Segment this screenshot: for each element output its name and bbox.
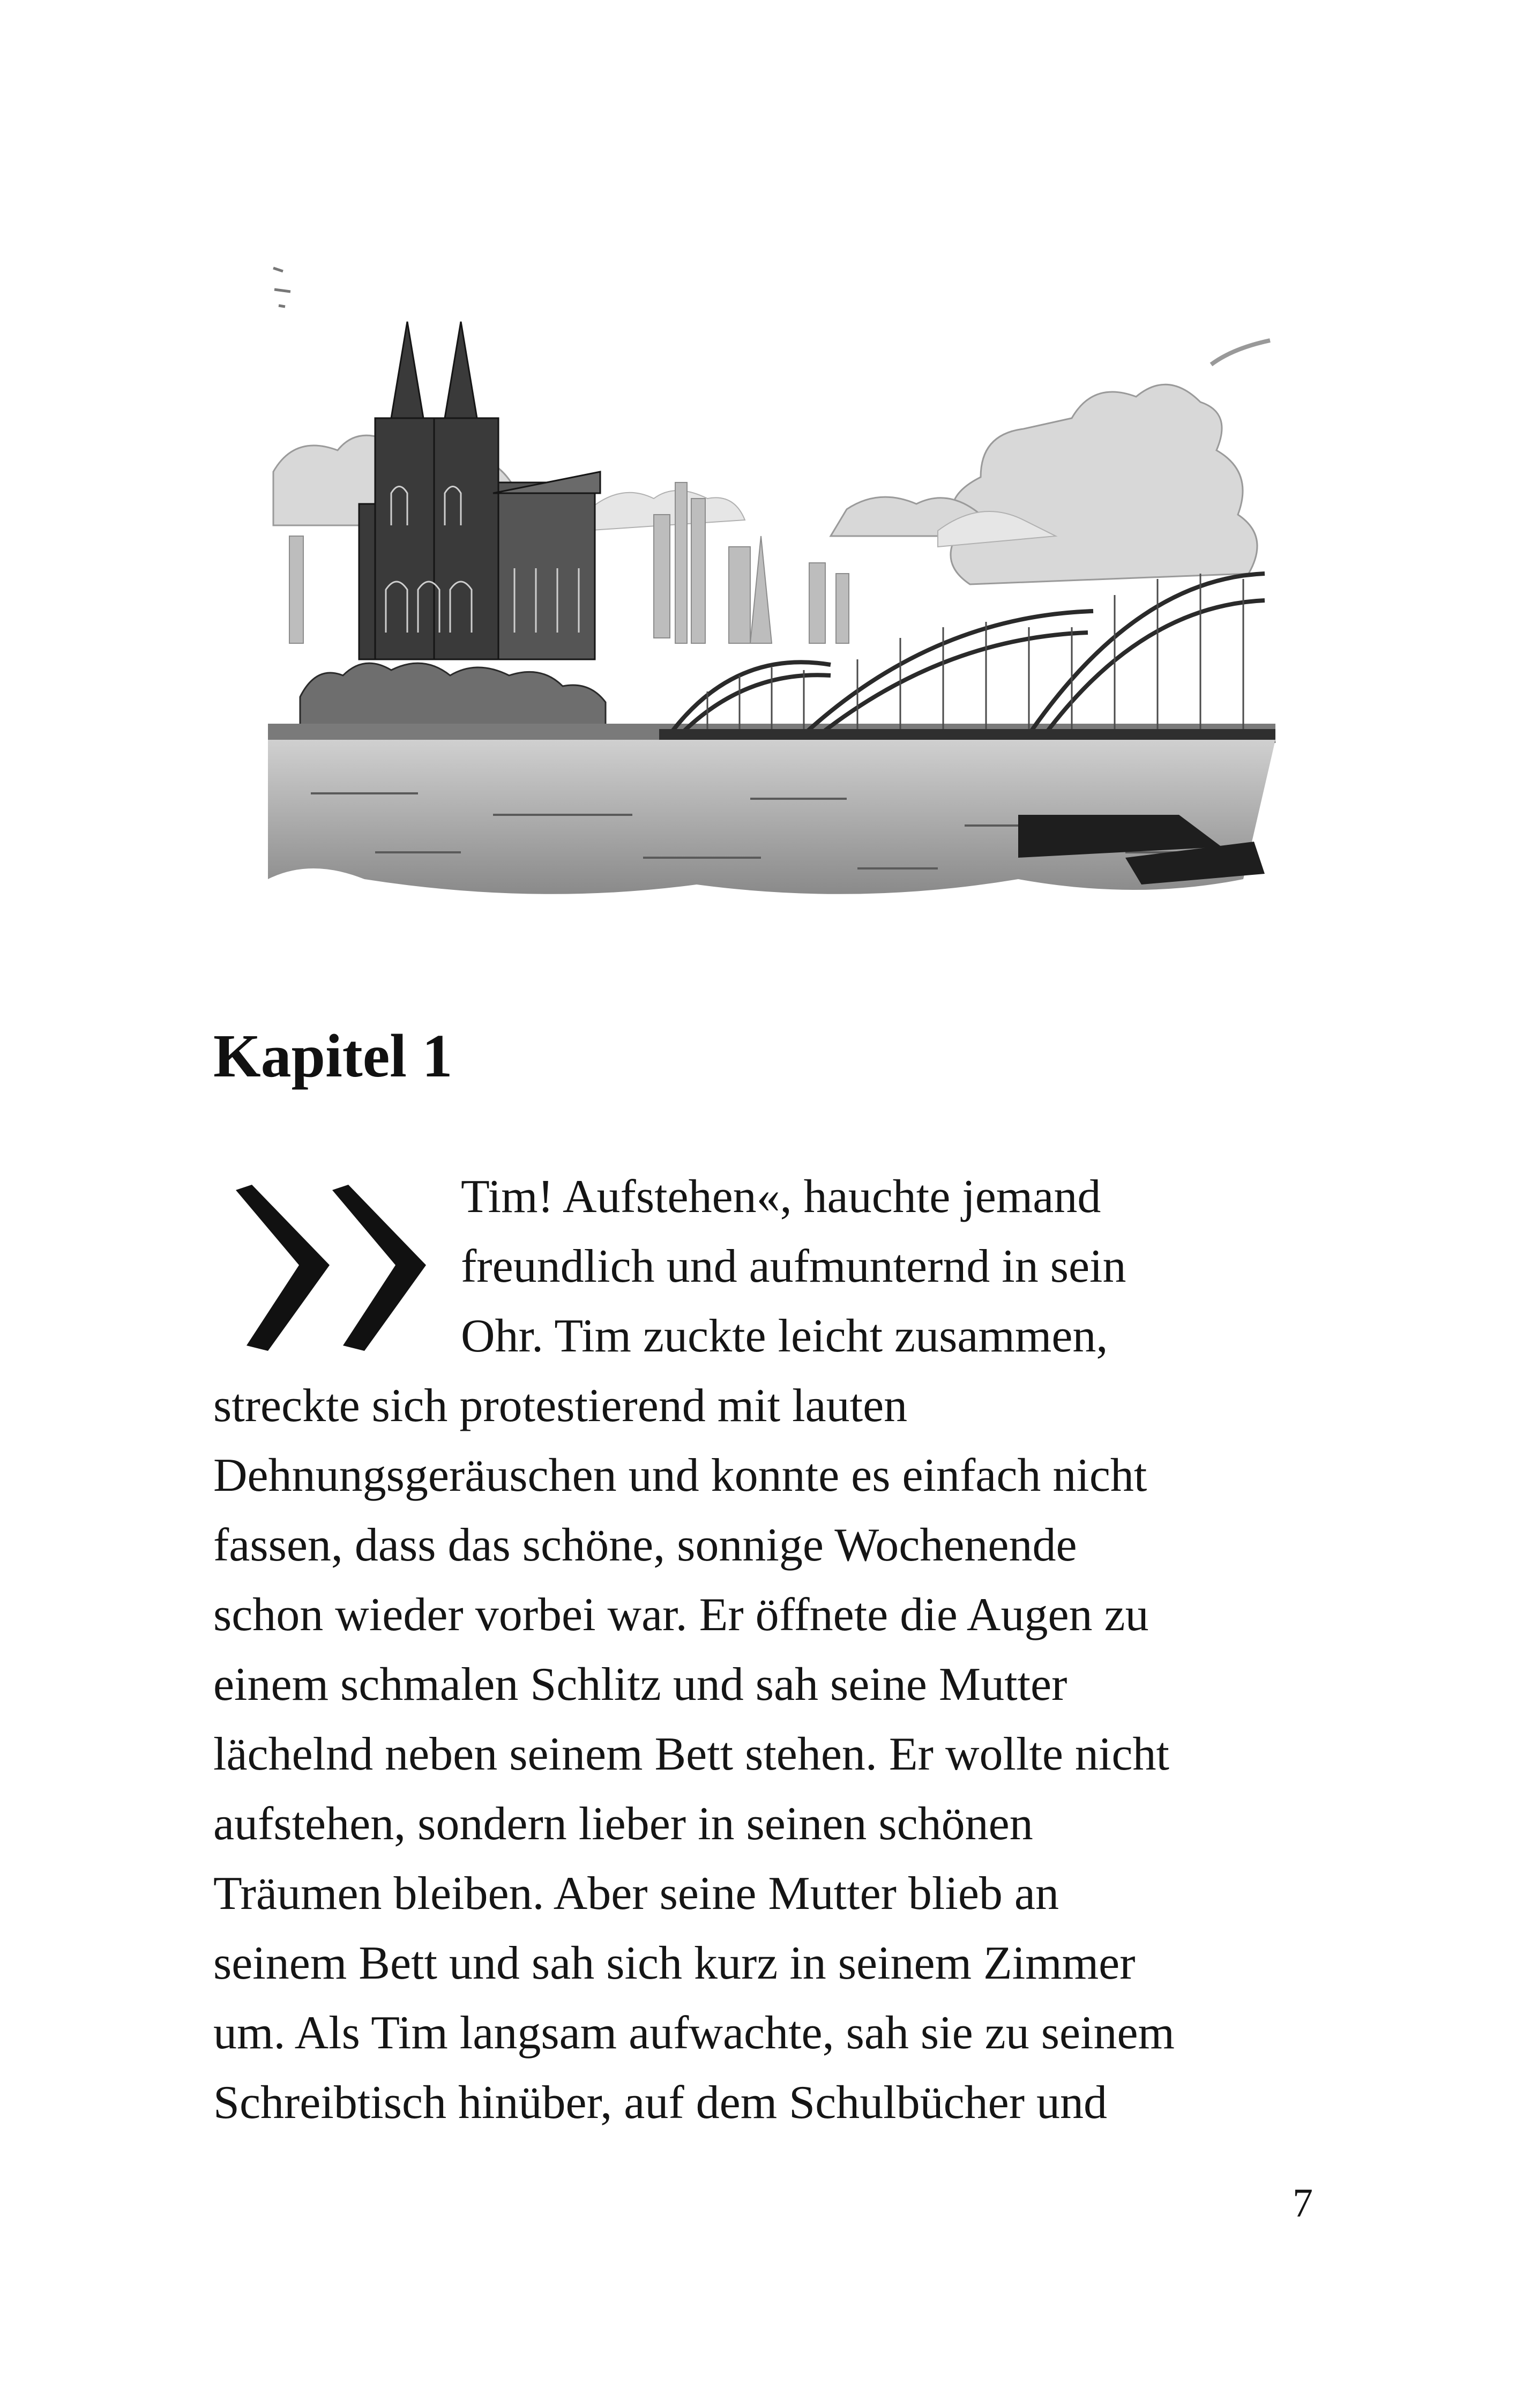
body-line-12: seinem Bett und sah sich kurz in seinem Zimmer bbox=[213, 1937, 1136, 1989]
dropcap-guillemet-icon bbox=[236, 1174, 450, 1367]
body-line-8: einem schmalen Schlitz und sah seine Mutter bbox=[213, 1659, 1067, 1711]
body-line-14: Schreibtisch hinüber, auf dem Schulbücher und bbox=[213, 2077, 1108, 2129]
cathedral-bridge-illustration bbox=[268, 257, 1275, 1008]
body-line-13: um. Als Tim langsam aufwachte, sah sie zu seinem bbox=[213, 2007, 1175, 2059]
body-line-11: Träumen bleiben. Aber seine Mutter blieb an bbox=[213, 1868, 1059, 1920]
body-line-2: freundlich und aufmunternd in sein bbox=[461, 1240, 1126, 1292]
body-line-5: Dehnungsgeräuschen und konnte es einfach nicht bbox=[213, 1450, 1147, 1502]
body-line-6: fassen, dass das schöne, sonnige Wochenende bbox=[213, 1519, 1077, 1571]
chapter-title: Kapitel 1 bbox=[213, 1022, 453, 1090]
page-number: 7 bbox=[1293, 2181, 1313, 2226]
body-line-10: aufstehen, sondern lieber in seinen schönen bbox=[213, 1798, 1033, 1850]
body-line-9: lächelnd neben seinem Bett stehen. Er wollte nicht bbox=[213, 1728, 1169, 1780]
cathedral bbox=[359, 322, 600, 659]
body-line-7: schon wieder vorbei war. Er öffnete die Augen zu bbox=[213, 1589, 1149, 1641]
body-line-4: streckte sich protestierend mit lauten bbox=[213, 1380, 908, 1432]
body-line-1: Tim! Aufstehen«, hauchte jemand bbox=[461, 1171, 1101, 1223]
body-line-3: Ohr. Tim zuckte leicht zusammen, bbox=[461, 1310, 1108, 1362]
